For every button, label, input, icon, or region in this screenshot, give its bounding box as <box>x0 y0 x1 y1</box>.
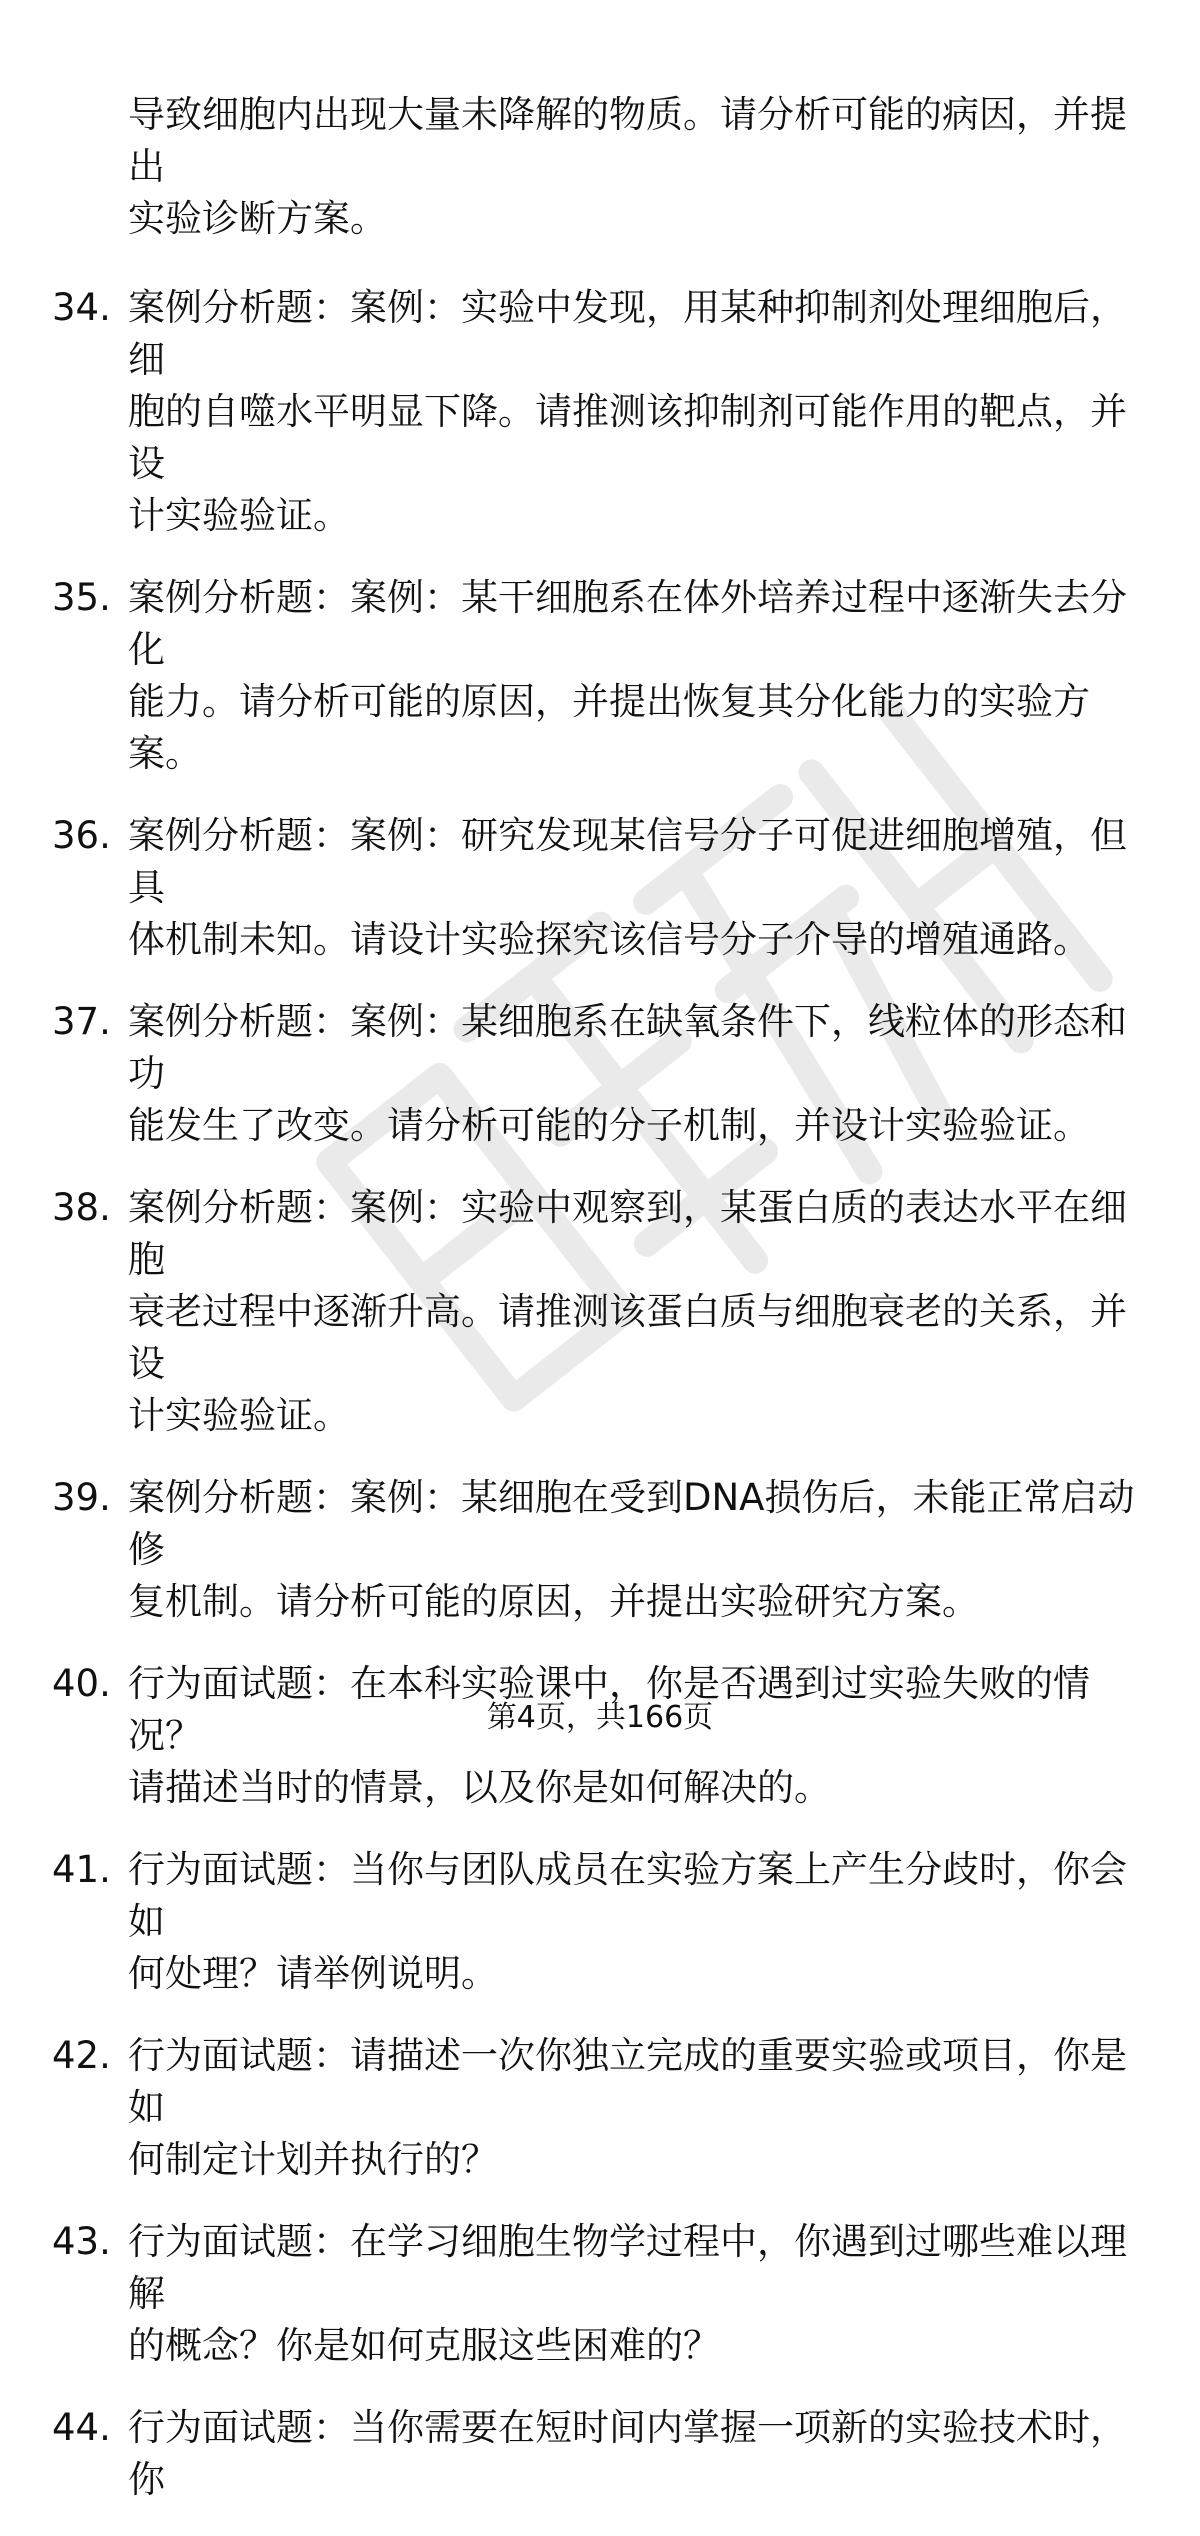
question-item-34 <box>0 282 1200 542</box>
question-item-38 <box>0 1182 1200 1442</box>
question-text: 案例分析题：案例：实验中观察到，某蛋白质的表达水平在细胞 衰老过程中逐渐升高。请推测该蛋白质与细胞衰老的关系，并设 计实验验证。 <box>128 1186 1127 1437</box>
continued-question-text: 导致细胞内出现大量未降解的物质。请分析可能的病因，并提出 实验诊断方案。 <box>128 93 1127 240</box>
question-item-44 <box>0 2402 1200 2506</box>
question-number: 42. <box>52 2034 111 2077</box>
question-list-page-content <box>0 52 1200 2536</box>
question-item-39 <box>0 1472 1200 1628</box>
question-text: 行为面试题：在学习细胞生物学过程中，你遇到过哪些难以理解 的概念？你是如何克服这些困难的？ <box>128 2220 1127 2367</box>
question-number: 44. <box>52 2406 111 2449</box>
question-item-36 <box>0 810 1200 966</box>
question-item-42 <box>0 2030 1200 2186</box>
question-text: 案例分析题：案例：某细胞系在缺氧条件下，线粒体的形态和功 能发生了改变。请分析可能的分子机制，并设计实验验证。 <box>128 1000 1127 1147</box>
question-text: 案例分析题：案例：某干细胞系在体外培养过程中逐渐失去分化 能力。请分析可能的原因，并提出恢复其分化能力的实验方案。 <box>128 576 1127 775</box>
question-text: 案例分析题：案例：某细胞在受到DNA损伤后，未能正常启动修 复机制。请分析可能的原因，并提出实验研究方案。 <box>128 1476 1135 1623</box>
question-number: 41. <box>52 1848 111 1891</box>
question-number: 37. <box>52 1000 111 1043</box>
question-number: 39. <box>52 1476 111 1519</box>
question-number: 34. <box>52 286 111 329</box>
question-item-43 <box>0 2216 1200 2372</box>
question-item-41 <box>0 1844 1200 2000</box>
question-text: 行为面试题：请描述一次你独立完成的重要实验或项目，你是如 何制定计划并执行的？ <box>128 2034 1127 2181</box>
question-number: 38. <box>52 1186 111 1229</box>
question-number: 40. <box>52 1662 111 1705</box>
question-text: 行为面试题：在本科实验课中，你是否遇到过实验失败的情况？ 请描述当时的情景，以及你是如何解决的。 <box>128 1662 1090 1809</box>
question-number: 36. <box>52 814 111 857</box>
page-footer: 第4页，共166页 <box>486 1700 714 1735</box>
question-item-35 <box>0 572 1200 780</box>
question-text: 案例分析题：案例：研究发现某信号分子可促进细胞增殖，但具 体机制未知。请设计实验探究该信号分子介导的增殖通路。 <box>128 814 1127 961</box>
question-text: 行为面试题：当你与团队成员在实验方案上产生分歧时，你会如 何处理？请举例说明。 <box>128 1848 1127 1995</box>
question-item-37 <box>0 996 1200 1152</box>
question-text: 案例分析题：案例：实验中发现，用某种抑制剂处理细胞后，细 胞的自噬水平明显下降。请推测该抑制剂可能作用的靶点，并设 计实验验证。 <box>128 286 1127 537</box>
question-list <box>0 282 1200 2506</box>
question-text: 行为面试题：当你需要在短时间内掌握一项新的实验技术时，你 <box>128 2406 1127 2501</box>
question-number: 43. <box>52 2220 111 2263</box>
question-number: 35. <box>52 576 111 619</box>
